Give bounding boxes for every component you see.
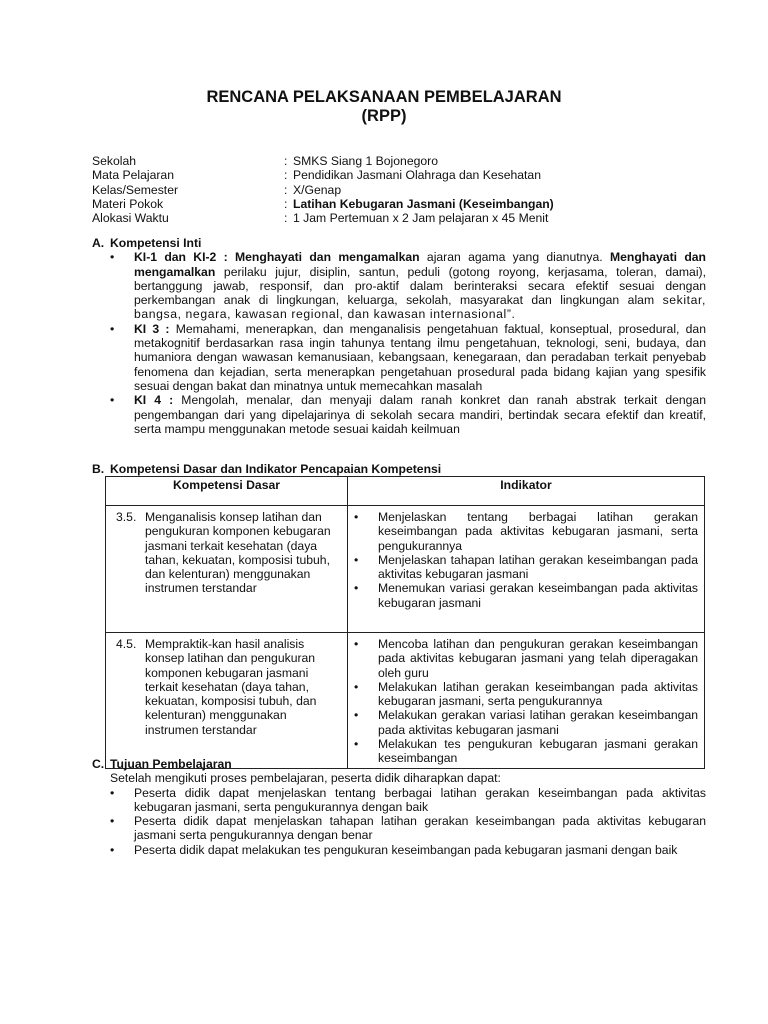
- indicator-item: [348, 510, 698, 553]
- indicator-text: Menjelaskan tahapan latihan gerakan keseimbangan pada aktivitas kebugaran jasmani: [378, 552, 698, 582]
- list-item-ki-3: [92, 322, 706, 393]
- kd-cell: [106, 506, 348, 633]
- bullet-icon: •: [354, 637, 359, 651]
- list-item: [92, 814, 706, 843]
- indicator-item: [348, 581, 698, 610]
- list-item: [92, 786, 706, 815]
- ki-emphasis: Menghayati dan mengamalkan: [134, 250, 706, 279]
- list-item: [92, 843, 706, 857]
- indicator-text: Melakukan tes pengukuran kebugaran jasmani gerakan keseimbangan: [378, 737, 698, 766]
- section-kompetensi-inti: [92, 236, 706, 436]
- identity-label: Alokasi Waktu: [92, 211, 169, 226]
- kd-number: 4.5.: [116, 637, 137, 651]
- section-kompetensi-dasar: [92, 462, 706, 476]
- section-title: Kompetensi Dasar dan Indikator Pencapaian Kompetensi: [110, 462, 442, 476]
- identity-row-kelas-semester: [92, 183, 712, 197]
- kompetensi-inti-list: [92, 250, 706, 436]
- section-intro: Setelah mengikuti proses pembelajaran, peserta didik diharapkan dapat:: [110, 771, 501, 786]
- identity-row-alokasi-waktu: [92, 211, 712, 225]
- identity-colon: :: [284, 211, 288, 226]
- section-heading: [92, 236, 706, 250]
- tujuan-text: Peserta didik dapat menjelaskan tentang berbagai latihan gerakan keseimbangan pada aktivitas kebugaran jasmani, serta pengukurannya dengan baik: [134, 785, 706, 814]
- identity-colon: :: [284, 154, 288, 168]
- kd-text: Menganalisis konsep latihan dan pengukuran komponen kebugaran jasmani terkait kesehatan (daya tahan, kekuatan, komposisi tubuh, dan kelenturan) menggunakan instrumen terstandar: [145, 510, 331, 596]
- section-tujuan-pembelajaran: [92, 757, 706, 857]
- bullet-icon: •: [110, 393, 115, 408]
- ki-text-tail: sekitar, bangsa, negara, kawasan regional, dan kawasan internasional”.: [134, 293, 706, 322]
- ki-label: KI 3 :: [134, 321, 170, 336]
- identity-row-sekolah: [92, 154, 712, 168]
- identity-label: Materi Pokok: [92, 196, 164, 211]
- indicator-item: [348, 680, 698, 709]
- indicator-item: [348, 708, 698, 737]
- indicator-cell: [348, 506, 705, 633]
- identity-row-mata-pelajaran: [92, 168, 712, 182]
- identity-value: Pendidikan Jasmani Olahraga dan Kesehatan: [293, 168, 541, 183]
- identity-value: X/Genap: [293, 182, 342, 197]
- kd-cell: [106, 633, 348, 769]
- table-header-row: [106, 477, 705, 506]
- kd-text: Mempraktik-kan hasil analisis konsep latihan dan pengukuran komponen kebugaran jasmani terkait kesehatan (daya tahan, kekuatan, komposisi tubuh, dan kelenturan) menggunakan instrumen terstandar: [145, 637, 317, 737]
- section-heading: [92, 462, 706, 476]
- bullet-icon: •: [354, 552, 359, 567]
- identity-label: Mata Pelajaran: [92, 168, 174, 183]
- bullet-icon: •: [354, 679, 359, 694]
- section-heading: [92, 757, 706, 771]
- identity-block: [92, 154, 712, 225]
- tujuan-text: Peserta didik dapat menjelaskan tahapan latihan gerakan keseimbangan pada aktivitas kebugaran jasmani serta pengukurannya dengan benar: [134, 814, 706, 843]
- ki-label: KI-1 dan KI-2 : Menghayati dan mengamalkan: [134, 250, 420, 265]
- table-row: [106, 633, 705, 769]
- bullet-icon: •: [110, 785, 115, 800]
- indicator-list: [348, 633, 704, 768]
- identity-value: Latihan Kebugaran Jasmani (Keseimbangan): [293, 196, 554, 211]
- indicator-text: Menemukan variasi gerakan keseimbangan pada aktivitas kebugaran jasmani: [378, 581, 698, 610]
- bullet-icon: •: [354, 581, 359, 596]
- section-title: Tujuan Pembelajaran: [110, 757, 232, 771]
- title-line-2: (RPP): [361, 107, 407, 125]
- identity-value: SMKS Siang 1 Bojonegoro: [293, 154, 438, 168]
- bullet-icon: •: [110, 814, 115, 829]
- section-letter: B.: [92, 462, 105, 476]
- identity-label: Kelas/Semester: [92, 182, 179, 197]
- indicator-list: [348, 506, 704, 612]
- identity-colon: :: [284, 196, 288, 211]
- bullet-icon: •: [110, 321, 115, 336]
- bullet-icon: •: [354, 708, 359, 723]
- ki-text: Memahami, menerapkan, dan menganalisis pengetahuan faktual, konseptual, prosedural, dan metakognitif berdasarkan rasa ingin tahunya tentang ilmu pengetahuan, teknologi, seni, budaya, dan humaniora dengan wawasan kemanusiaan, kebangsaan, kenegaraan, dan peradaban terkait penyebab fenomena dan kejadian, serta menerapkan pengetahuan prosedural pada bidang kajian yang spesifik sesuai dengan bakat dan minatnya untuk memecahkan masalah: [134, 321, 706, 393]
- identity-label: Sekolah: [92, 154, 137, 168]
- indicator-text: Melakukan latihan gerakan keseimbangan pada aktivitas kebugaran jasmani, serta pengukurannya: [378, 679, 698, 709]
- bullet-icon: •: [110, 842, 115, 857]
- identity-colon: :: [284, 182, 288, 197]
- bullet-icon: •: [110, 250, 115, 265]
- ki-text: perilaku jujur, disiplin, santun, peduli (gotong royong, kerjasama, toleran, damai), bertanggung jawab, responsif, dan pro-aktif dalam berinteraksi secara efektif sesuai dengan perkembangan anak di lingkungan, keluarga, sekolah, masyarakat dan lingkungan alam: [134, 264, 706, 308]
- kd-number: 3.5.: [116, 510, 137, 524]
- identity-colon: :: [284, 168, 288, 183]
- indicator-item: [348, 637, 698, 680]
- indicator-text: Mencoba latihan dan pengukuran gerakan keseimbangan pada aktivitas kebugaran jasmani yang telah diperagakan oleh guru: [378, 637, 698, 680]
- column-header-kompetensi-dasar: Kompetensi Dasar: [106, 477, 348, 506]
- indicator-item: [348, 553, 698, 582]
- document-title: [0, 88, 768, 126]
- kompetensi-table: [105, 476, 705, 769]
- list-item-ki-1-2: [92, 250, 706, 321]
- tujuan-list: [92, 786, 706, 857]
- ki-label: KI 4 :: [134, 393, 174, 408]
- bullet-icon: •: [354, 737, 359, 752]
- table-row: [106, 506, 705, 633]
- section-letter: A.: [92, 236, 105, 250]
- bullet-icon: •: [354, 510, 359, 524]
- section-letter: C.: [92, 757, 105, 771]
- ki-text: Mengolah, menalar, dan menyaji dalam ranah konkret dan ranah abstrak terkait dengan pengembangan dari yang dipelajarinya di sekolah secara mandiri, bertindak secara efektif dan kreatif, serta mampu menggunakan metode sesuai kaidah keilmuan: [134, 393, 706, 436]
- identity-value: 1 Jam Pertemuan x 2 Jam pelajaran x 45 Menit: [293, 211, 549, 226]
- section-title: Kompetensi Inti: [110, 236, 202, 250]
- title-line-1: RENCANA PELAKSANAAN PEMBELAJARAN: [206, 88, 562, 106]
- indicator-text: Melakukan gerakan variasi latihan gerakan keseimbangan pada aktivitas kebugaran jasmani: [378, 708, 698, 737]
- indicator-cell: [348, 633, 705, 769]
- identity-row-materi-pokok: [92, 197, 712, 211]
- tujuan-text: Peserta didik dapat melakukan tes pengukuran keseimbangan pada kebugaran jasmani dengan baik: [134, 842, 678, 857]
- column-header-indikator: Indikator: [348, 477, 705, 506]
- list-item-ki-4: [92, 393, 706, 436]
- ki-text: ajaran agama yang dianutnya.: [419, 250, 610, 265]
- indicator-text: Menjelaskan tentang berbagai latihan gerakan keseimbangan pada aktivitas kebugaran jasmani, serta pengukurannya: [378, 510, 698, 553]
